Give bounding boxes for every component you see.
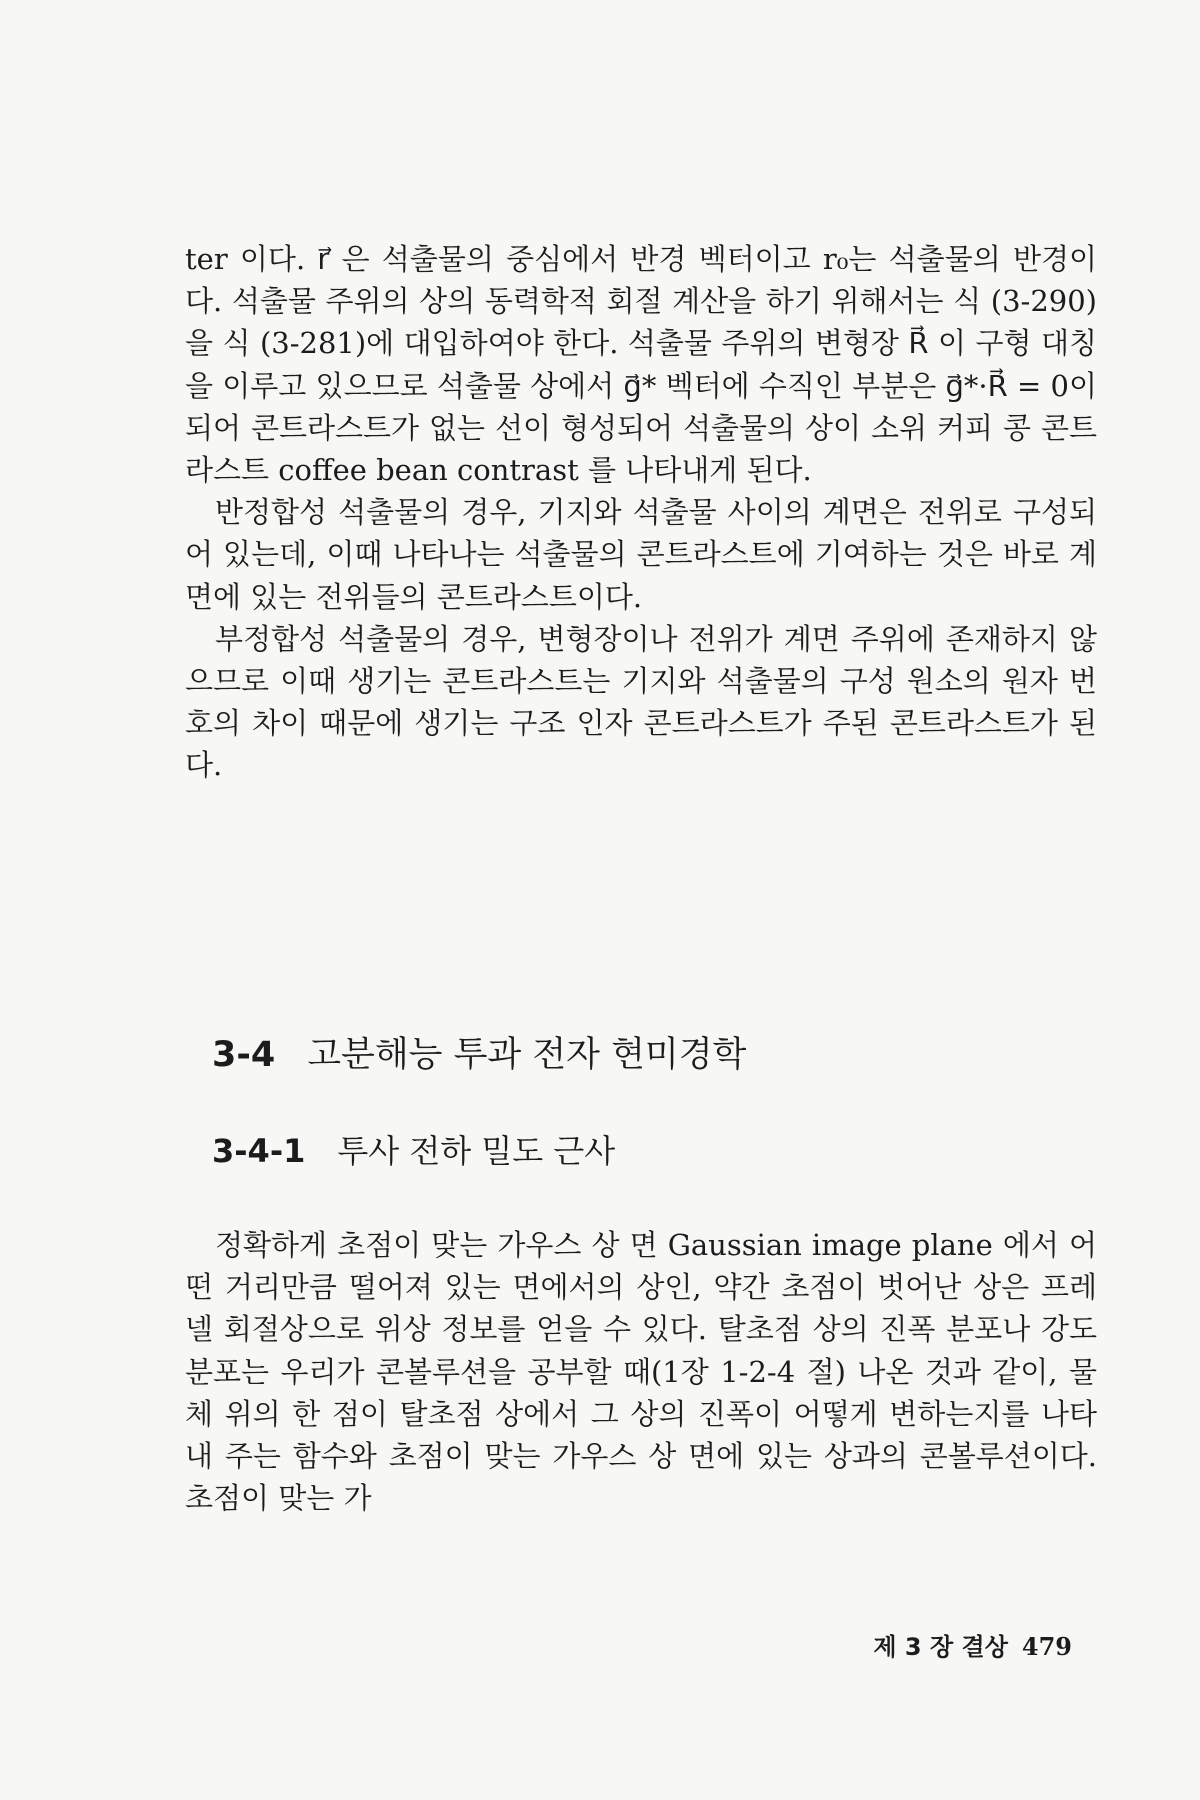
page-footer [873, 1627, 1072, 1662]
paragraph: 부정합성 석출물의 경우, 변형장이나 전위가 계면 주위에 존재하지 않으므로 이때 생기는 콘트라스트는 기지와 석출물의 구성 원소의 원자 번호의 차이 때문에 생기는 구조 인자 콘트라스트가 주된 콘트라스트가 된다. [185, 621, 1097, 783]
page-number: 479 [1021, 1632, 1072, 1661]
body-text-bottom [185, 1224, 1097, 1519]
paragraph: 정확하게 초점이 맞는 가우스 상 면 Gaussian image plane 에서 어떤 거리만큼 떨어져 있는 면에서의 상인, 약간 초점이 벗어난 상은 프레넬 회절상으로 위상 정보를 얻을 수 있다. 탈초점 상의 진폭 분포나 강도 분포는 우리가 콘볼루션을 공부할 때(1장 1-2-4 절) 나온 것과 같이, 물체 위의 한 점이 탈초점 상에서 그 상의 진폭이 어떻게 변하는지를 나타내 주는 함수와 초점이 맞는 가우스 상 면에 있는 상과의 콘볼루션이다. 초점이 맞는 가 [185, 1228, 1097, 1516]
paragraph: 반정합성 석출물의 경우, 기지와 석출물 사이의 계면은 전위로 구성되어 있는데, 이때 나타나는 석출물의 콘트라스트에 기여하는 것은 바로 계면에 있는 전위들의 콘트라스트이다. [185, 495, 1097, 614]
subsection-title: 투사 전하 밀도 근사 [337, 1132, 616, 1170]
section-number: 3-4 [212, 1035, 276, 1075]
section-heading [212, 1027, 746, 1077]
subsection-number: 3-4-1 [212, 1132, 306, 1170]
chapter-label: 제 3 장 결상 [873, 1633, 1008, 1661]
paragraph: ter 이다. r⃗ 은 석출물의 중심에서 반경 벡터이고 r₀는 석출물의 반경이다. 석출물 주위의 상의 동력학적 회절 계산을 하기 위해서는 식 (3-290)을 식 (3-281)에 대입하여야 한다. 석출물 주위의 변형장 R⃗ 이 구형 대칭을 이루고 있으므로 석출물 상에서 g⃗* 벡터에 수직인 부분은 g⃗*·R⃗ = 0이 되어 콘트라스트가 없는 선이 형성되어 석출물의 상이 소위 커피 콩 콘트라스트 coffee bean contrast 를 나타내게 된다. [185, 242, 1097, 488]
subsection-heading [212, 1126, 615, 1172]
section-title: 고분해능 투과 전자 현미경학 [307, 1035, 747, 1075]
body-text-top [185, 238, 1097, 787]
